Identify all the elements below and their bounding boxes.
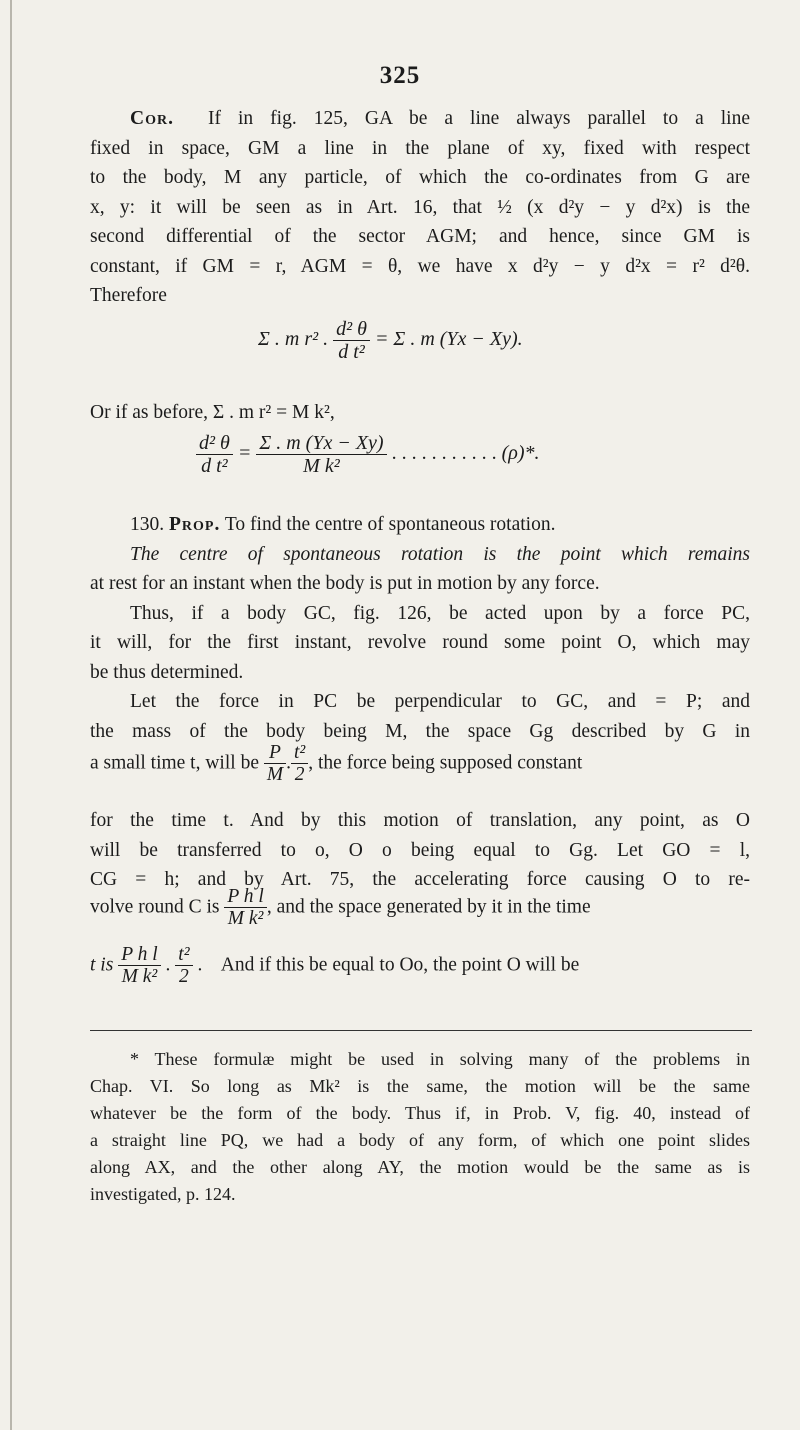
prop-para3b-1: for the time t. And by this motion of translation, any point, as O xyxy=(90,810,750,831)
prop-para3-2: the mass of the body being M, the space Gg described by G in xyxy=(90,720,750,742)
volve-line xyxy=(90,886,591,930)
tis-f1-numerator: P h l xyxy=(118,944,160,966)
t-is-line: t is $\frac{\text{P h l}}{\text{M k²}}$ . $\frac{\text{t²}}{2}$ . And if this be equal to Oo, the point O will be xyxy=(90,944,580,988)
m-denominator: M xyxy=(266,764,284,786)
cor-line-6: constant, if GM = r, AGM = θ, we have x d²y − y d²x = r² d²θ. xyxy=(90,255,750,277)
two-denominator: 2 xyxy=(294,764,305,786)
cor-label: Cor. xyxy=(130,108,174,129)
or-line-text: Or if as before, Σ . m r² = M k², xyxy=(90,402,335,423)
footnote-line-1: * These formulæ might be used in solving many of the problems in xyxy=(130,1049,750,1069)
prop-definition-1: The centre of spontaneous rotation is the point which remains xyxy=(130,543,750,565)
prop-para2-2: it will, for the first instant, revolve round some point O, which may xyxy=(90,632,750,653)
footnote-line-2: Chap. VI. So long as Mk² is the same, the motion will be the same xyxy=(90,1076,750,1096)
eq2-lhs-fraction xyxy=(196,432,233,477)
eq1-numerator: d² θ xyxy=(333,318,370,341)
equation-1 xyxy=(258,318,523,363)
prop-para2-3: be thus determined. xyxy=(90,661,244,683)
scan-edge xyxy=(10,0,12,1430)
t-is-pre: t is xyxy=(90,954,114,976)
eq2-rhs-fraction xyxy=(256,432,386,477)
t-is-post: And if this be equal to Oo, the point O will be xyxy=(220,954,580,976)
eq1-lhs: Σ . m r² . xyxy=(258,328,329,351)
proposition-130 xyxy=(90,510,750,746)
tis-f2-numerator: t² xyxy=(175,944,192,966)
p-over-m-fraction xyxy=(264,742,286,786)
t2-numerator: t² xyxy=(291,742,308,764)
cor-line-7: Therefore xyxy=(90,285,167,306)
eq1-denominator: d t² xyxy=(338,341,365,363)
footnote-line-6: investigated, p. 124. xyxy=(90,1184,236,1204)
footnote-rule xyxy=(90,1030,752,1031)
footnote-line-4: a straight line PQ, we had a body of any form, of which one point slides xyxy=(90,1130,750,1150)
cor-line-3: to the body, M any particle, of which the co-ordinates from G are xyxy=(90,167,750,188)
volve-post: , and the space generated by it in the time xyxy=(266,896,591,918)
prop-para3b-2: will be transferred to o, O o being equal to Gg. Let GO = l, xyxy=(90,839,750,861)
cor-line-5: second differential of the sector AGM; and hence, since GM is xyxy=(90,226,750,247)
footnote-line-5: along AX, and the other along AY, the motion would be the same as is xyxy=(90,1157,750,1177)
phl-over-mk2-fraction xyxy=(224,886,266,930)
prop-definition-2: at rest for an instant when the body is put in motion by any force. xyxy=(90,573,600,594)
tis-f2-denominator: 2 xyxy=(179,966,189,988)
eq2-rhs-numerator: Σ . m (Yx − Xy) xyxy=(256,432,386,455)
eq2-rhs-denominator: M k² xyxy=(303,455,340,477)
mk2-denominator: M k² xyxy=(227,908,264,930)
t2-over-2-fraction xyxy=(291,742,308,786)
prop-label: Prop. xyxy=(169,514,221,535)
small-time-line: a small time t, will be $\frac{P}{M}$ . $\frac{\text{t²}}{2}$ , the force being supposed constant xyxy=(90,742,583,786)
prop-heading xyxy=(90,510,750,540)
small-time-pre: a small time t, will be xyxy=(90,752,259,774)
prop-number: 130. xyxy=(130,514,165,535)
page-number: 325 xyxy=(379,62,421,89)
corollary-paragraph xyxy=(90,104,750,311)
prop-para3b-3: CG = h; and by Art. 75, the accelerating force causing O to re- xyxy=(90,869,750,890)
tis-fraction-1 xyxy=(118,944,160,988)
prop-para2-1: Thus, if a body GC, fig. 126, be acted upon by a force PC, xyxy=(130,602,750,624)
prop-title: To find the centre of spontaneous rotation. xyxy=(224,514,556,535)
equation-2: $\frac{\text{d² θ}}{\text{d t²}}$ = $\frac{\Sigma . m (Yx - Xy)}{\text{M k²}}$ . . . . . . . . . . . (ρ)*. xyxy=(196,432,540,477)
tis-f1-denominator: M k² xyxy=(121,966,158,988)
footnote-line-3: whatever be the form of the body. Thus if, in Prob. V, fig. 40, instead of xyxy=(90,1103,750,1123)
translation-paragraph xyxy=(90,806,750,895)
or-line xyxy=(90,398,750,428)
footnote xyxy=(90,1046,750,1208)
eq2-lhs-denominator: d t² xyxy=(201,455,228,477)
phl-numerator: P h l xyxy=(224,886,266,908)
eq1-rhs: = Σ . m (Yx − Xy). xyxy=(374,328,523,351)
cor-line-4: x, y: it will be seen as in Art. 16, that ½ (x d²y − y d²x) is the xyxy=(90,196,750,218)
volve-pre: volve round C is xyxy=(90,896,220,918)
p-numerator: P xyxy=(264,742,286,764)
small-time-post: , the force being supposed constant xyxy=(308,752,583,774)
tis-fraction-2 xyxy=(175,944,192,988)
cor-line-1: Cor. If in fig. 125, GA be a line always parallel to a line xyxy=(130,108,750,129)
eq2-tag: (ρ)*. xyxy=(501,442,540,465)
cor-line-2: fixed in space, GM a line in the plane of xy, fixed with respect xyxy=(90,137,750,159)
prop-para3-1: Let the force in PC be perpendicular to GC, and = P; and xyxy=(130,691,750,712)
eq1-fraction xyxy=(333,318,370,363)
eq2-lhs-numerator: d² θ xyxy=(196,432,233,455)
